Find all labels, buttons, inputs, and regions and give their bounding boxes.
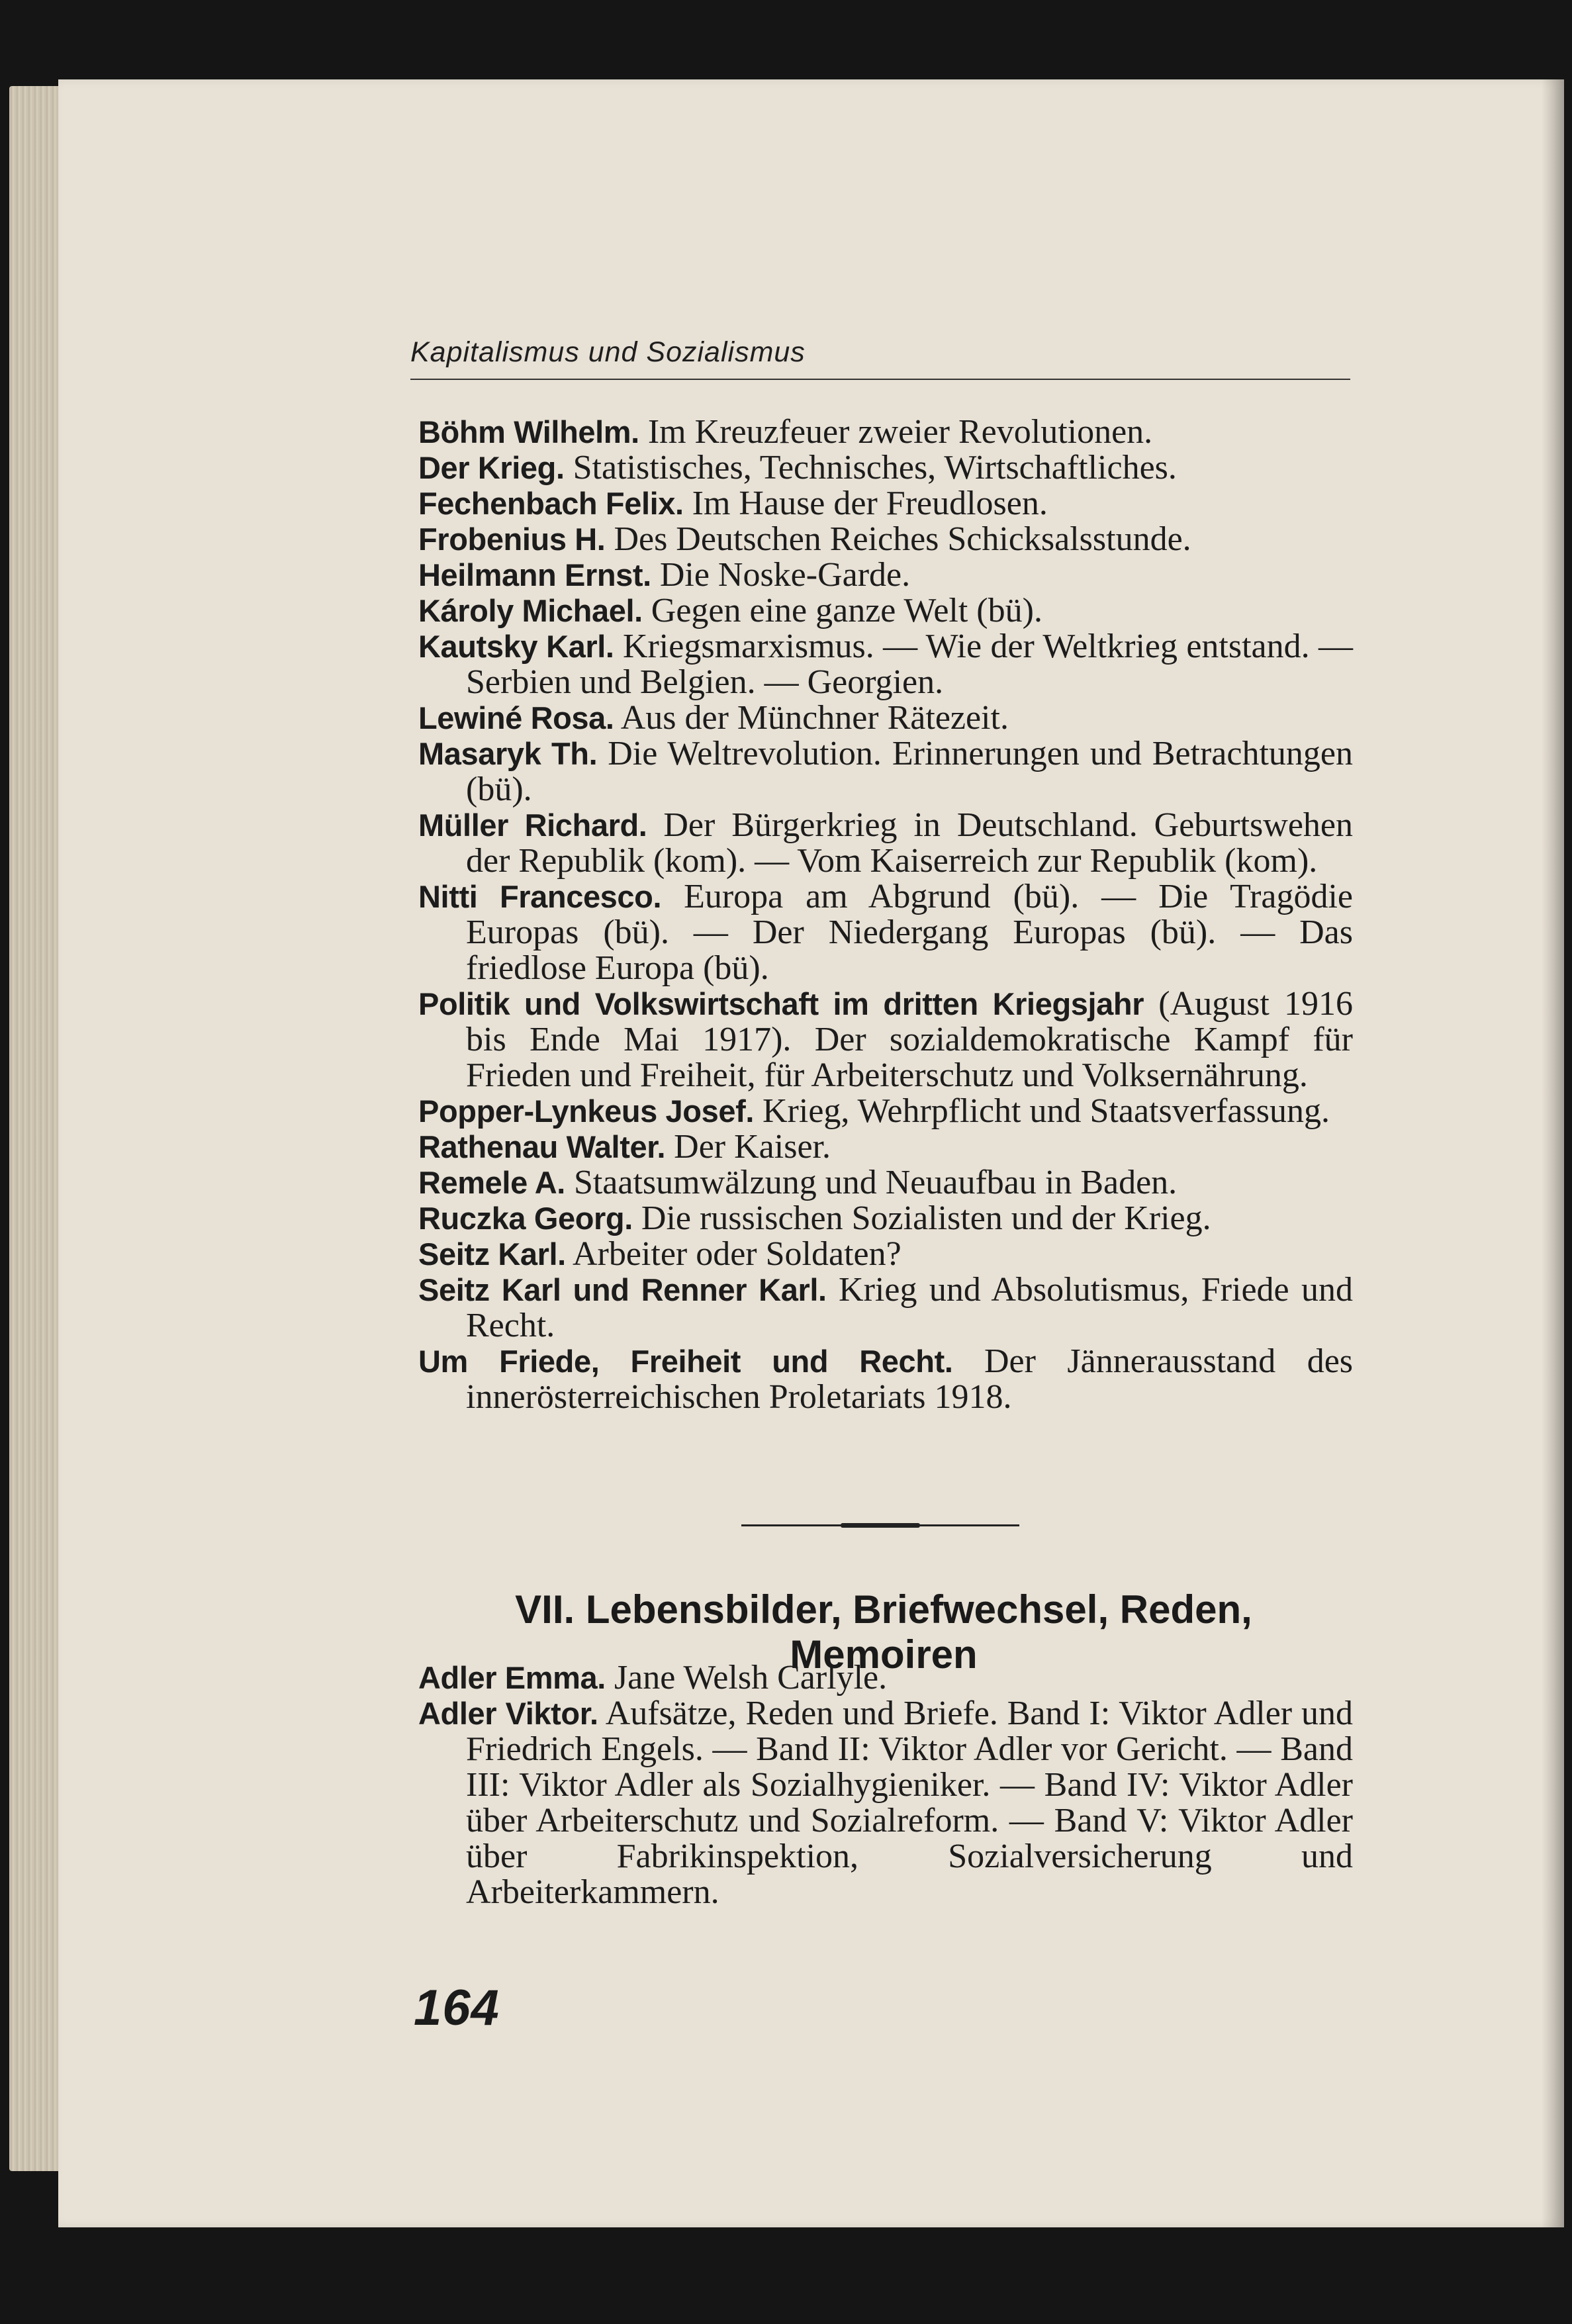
entry-author: Um Friede, Freiheit und Recht. — [418, 1344, 953, 1379]
entry-author: Nitti Francesco. — [418, 879, 662, 914]
entry-title: Krieg und Absolutismus, Friede und Recht. — [466, 1271, 1354, 1344]
bibliography-entry — [418, 486, 1353, 522]
bibliography-entry — [418, 1129, 1353, 1165]
entry-title: Arbeiter oder Soldaten? — [572, 1235, 902, 1273]
bibliography-entry — [418, 1696, 1353, 1910]
bibliography-entry — [418, 1344, 1353, 1415]
entry-author: Ruczka Georg. — [418, 1201, 633, 1236]
bibliography-entry — [418, 808, 1353, 879]
entry-title: Europa am Abgrund (bü). — Die Tragödie Europas (bü). — Der Niedergang Europas (bü). — Das friedlose Europa (bü). — [466, 878, 1353, 987]
entry-title: Kriegsmarxismus. — Wie der Weltkrieg entstand. — Serbien und Belgien. — Georgien. — [466, 627, 1353, 701]
entry-title: Im Hause der Freudlosen. — [692, 485, 1048, 522]
section-heading-line-1: VII. Lebensbilder, Briefwechsel, Reden, — [515, 1587, 1252, 1632]
entry-title: Staatsumwälzung und Neuaufbau in Baden. — [573, 1164, 1178, 1201]
bibliography-list — [418, 414, 1353, 1415]
bibliography-entry — [418, 1201, 1353, 1236]
bibliography-entry — [418, 1165, 1353, 1201]
bibliography-entry — [418, 593, 1353, 629]
entry-author: Seitz Karl und Renner Karl. — [418, 1272, 827, 1307]
bibliography-entry — [418, 557, 1353, 593]
entry-title: Die Weltrevolution. Erinnerungen und Betrachtungen (bü). — [466, 735, 1353, 808]
bibliography-entry — [418, 736, 1353, 808]
entry-title: Gegen eine ganze Welt (bü). — [651, 592, 1042, 629]
entry-author: Popper-Lynkeus Josef. — [418, 1093, 754, 1129]
entry-author: Böhm Wilhelm. — [418, 414, 639, 449]
entry-author: Der Krieg. — [418, 450, 565, 485]
page-number: 164 — [414, 1980, 500, 2036]
entry-author: Károly Michael. — [418, 593, 643, 628]
entry-title: Aus der Münchner Rätezeit. — [620, 699, 1009, 737]
bibliography-entry — [418, 1236, 1353, 1272]
entry-author: Müller Richard. — [418, 808, 647, 843]
bibliography-entry — [418, 1272, 1353, 1344]
entry-author: Lewiné Rosa. — [418, 700, 614, 735]
section-divider — [741, 1524, 1019, 1526]
entry-author: Adler Emma. — [418, 1660, 606, 1695]
entry-title: Jane Welsh Carlyle. — [614, 1659, 888, 1697]
entry-title: Der Kaiser. — [674, 1128, 831, 1166]
entry-author: Adler Viktor. — [418, 1696, 598, 1731]
entry-title: (August 1916 bis Ende Mai 1917). Der sozialdemokratische Kampf für Frieden und Freiheit, für Arbeiterschutz und Volksernährung. — [466, 985, 1353, 1094]
entry-author: Heilmann Ernst. — [418, 557, 651, 592]
entry-title: Der Bürgerkrieg in Deutschland. Geburtswehen der Republik (kom). — Vom Kaiserreich zur Republik (kom). — [466, 806, 1354, 880]
entry-author: Rathenau Walter. — [418, 1129, 666, 1164]
section-bibliography-list — [418, 1660, 1353, 1910]
entry-title: Die Noske-Garde. — [659, 556, 911, 594]
entry-author: Remele A. — [418, 1165, 565, 1200]
entry-title: Aufsätze, Reden und Briefe. Band I: Viktor Adler und Friedrich Engels. — Band II: Viktor Adler vor Gericht. — Band III: Viktor Adler als Sozialhygieniker. — Band IV: Viktor Adler über Arbeiterschutz und Sozialreform. — Band V: Viktor Adler über Fabrikinspektion, Sozialversicherung und Arbeiterkammern. — [466, 1695, 1353, 1911]
bibliography-entry — [418, 1093, 1353, 1129]
entry-title: Die russischen Sozialisten und der Krieg. — [641, 1199, 1211, 1237]
bibliography-entry — [418, 629, 1353, 700]
entry-author: Frobenius H. — [418, 522, 606, 557]
bibliography-entry — [418, 879, 1353, 986]
entry-author: Masaryk Th. — [418, 736, 598, 771]
entry-title: Krieg, Wehrpflicht und Staatsverfassung. — [763, 1092, 1330, 1130]
bibliography-entry — [418, 1660, 1353, 1696]
entry-author: Seitz Karl. — [418, 1236, 566, 1272]
entry-title: Des Deutschen Reiches Schicksalsstunde. — [614, 520, 1191, 558]
entry-title: Im Kreuzfeuer zweier Revolutionen. — [647, 413, 1153, 451]
bibliography-entry — [418, 986, 1353, 1093]
running-title: Kapitalismus und Sozialismus — [410, 336, 806, 368]
entry-title: Statistisches, Technisches, Wirtschaftliches. — [573, 449, 1177, 487]
bibliography-entry — [418, 700, 1353, 736]
header-rule — [410, 379, 1350, 380]
bibliography-entry — [418, 450, 1353, 486]
bibliography-entry — [418, 522, 1353, 557]
spine-shadow — [1542, 79, 1564, 2227]
entry-title: Der Jännerausstand des innerösterreichischen Proletariats 1918. — [466, 1342, 1354, 1416]
bibliography-entry — [418, 414, 1353, 450]
entry-author: Fechenbach Felix. — [418, 486, 684, 521]
entry-author: Kautsky Karl. — [418, 629, 614, 664]
section-heading-line-2: Memoiren — [790, 1632, 978, 1677]
entry-author: Politik und Volkswirtschaft im dritten Kriegsjahr — [418, 986, 1144, 1021]
